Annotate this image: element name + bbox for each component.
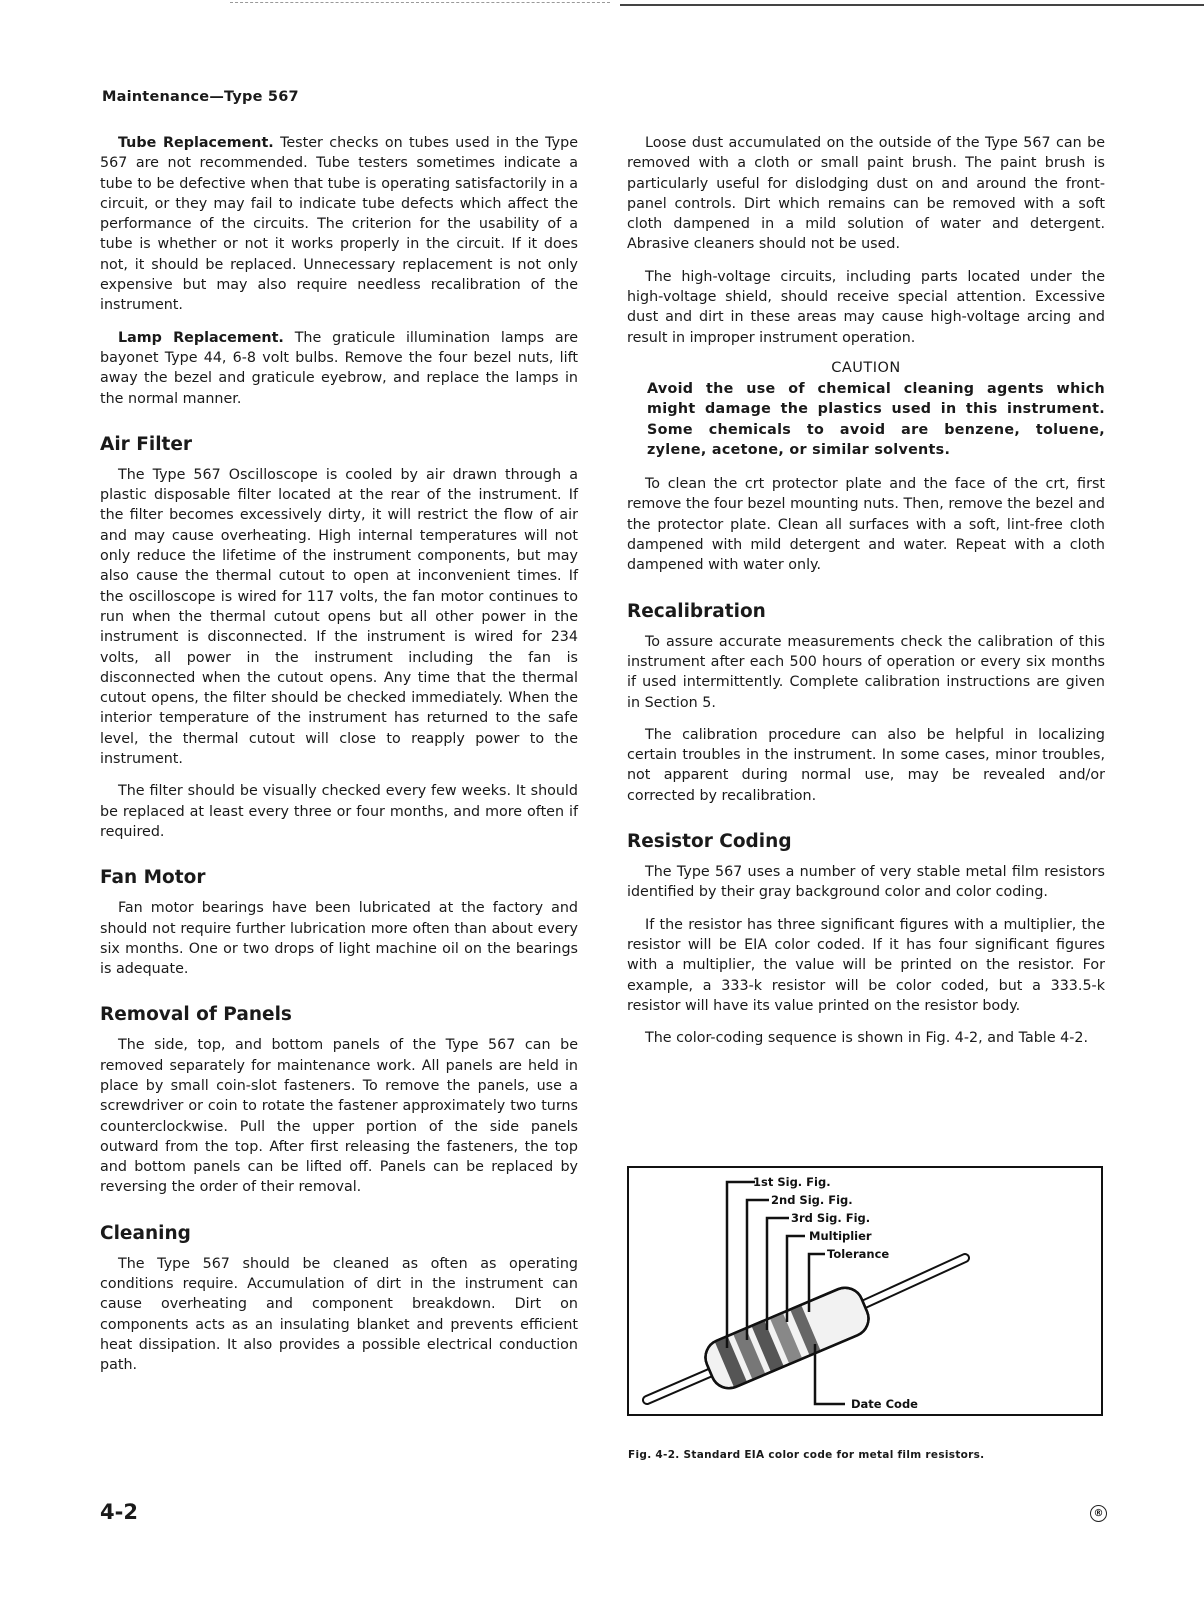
label-date-code: Date Code [851,1397,918,1411]
caution-text: Avoid the use of chemical cleaning agents which might damage the plastics used in this instrument. Some chemicals to avoid are benzene, toluene, zylene, acetone, or similar solvents. [647,380,1105,458]
cleaning-heading: Cleaning [100,1222,191,1244]
right-column [627,133,1105,1060]
fan-motor-paragraph: Fan motor bearings have been lubricated at the factory and should not require further lubrication more often than about every six months. One or two drops of light machine oil on the bearings is adequate. [100,900,578,978]
scan-artifact-line [230,2,610,3]
resistor-coding-paragraph-3: The color-coding sequence is shown in Fig. 4-2, and Table 4-2. [645,1030,1089,1047]
caution-title: CAUTION [831,359,901,376]
scan-artifact-rule [620,4,1204,6]
lamp-replacement-heading: Lamp Replacement. [118,329,284,346]
removal-of-panels-paragraph: The side, top, and bottom panels of the Type 567 can be removed separately for maintenance work. All panels are held in place by small coin-slot fasteners. To remove the panels, use a screwdriver or coin to rotate the fastener approximately two turns counterclockwise. Pull the upper portion of the side panels outward from the top. After first releasing the fasteners, the top and bottom panels can be lifted off. Panels can be replaced by reversing the order of their removal. [100,1037,578,1196]
recalibration-paragraph-1: To assure accurate measurements check the calibration of this instrument after each 500 hours of operation or every six months if used intermittently. Complete calibration instructions are given in Section 5. [627,633,1105,711]
label-tolerance: Tolerance [827,1247,890,1261]
registered-mark: ® [1090,1505,1107,1522]
air-filter-paragraph-1: The Type 567 Oscilloscope is cooled by air drawn through a plastic disposable filter located at the rear of the instrument. If the filter becomes excessively dirty, it will restrict the flow of air and may cause overheating. High internal temperatures will not only reduce the lifetime of the instrument components, but may also cause the thermal cutout to open at inconvenient times. If the oscilloscope is wired for 117 volts, the fan motor continues to run when the thermal cutout opens but all other power in the instrument is disconnected. If the instrument is wired for 234 volts, all power in the instrument including the fan is disconnected when the cutout opens. Any time that the thermal cutout opens, the filter should be checked immediately. When the interior temperature of the instrument has returned to the safe level, the thermal cutout will close to reapply power to the instrument. [100,466,578,768]
label-sig2: 2nd Sig. Fig. [771,1193,853,1207]
label-sig3: 3rd Sig. Fig. [791,1211,871,1225]
figure-caption: Fig. 4-2. Standard EIA color code for metal film resistors. [628,1449,985,1461]
removal-of-panels-heading: Removal of Panels [100,1004,292,1026]
resistor-coding-heading: Resistor Coding [627,831,792,853]
lamp-replacement-paragraph [100,328,578,409]
resistor-coding-paragraph-2: If the resistor has three significant figures with a multiplier, the resistor will be EIA color coded. If it has four significant figures with a multiplier, the value will be printed on the resistor. For example, a 333-k resistor will be color coded, but a 333.5-k resistor will have its value printed on the resistor body. [627,916,1105,1014]
tube-replacement-heading: Tube Replacement. [118,135,274,151]
recalibration-paragraph-2: The calibration procedure can also be helpful in localizing certain troubles in the instrument. In some cases, minor troubles, not apparent during normal use, may be revealed and/or corrected by recalibration. [627,726,1105,804]
label-sig1: 1st Sig. Fig. [753,1175,831,1189]
label-multiplier: Multiplier [809,1229,872,1243]
running-head: Maintenance—Type 567 [102,89,299,105]
resistor-figure [627,1166,1103,1416]
leader-line-date-code [815,1344,845,1404]
lamp-replacement-text: The graticule illumination lamps are bayonet Type 44, 6-8 volt bulbs. Remove the four bezel nuts, lift away the bezel and graticule eyebrow, and replace the lamps in the normal manner. [100,329,579,407]
tube-replacement-paragraph [100,133,578,316]
cleaning-cont-paragraph-1: Loose dust accumulated on the outside of the Type 567 can be removed with a cloth or small paint brush. The paint brush is particularly useful for dislodging dust on and around the front-panel controls. Dirt which remains can be removed with a soft cloth dampened in a mild solution of water and detergent. Abrasive cleaners should not be used. [627,135,1105,253]
tube-replacement-text: Tester checks on tubes used in the Type 567 are not recommended. Tube testers sometimes indicate a tube to be defective when that tube is operating satisfactorily in a circuit, or they may fail to indicate tube defects which affect the performance of the circuits. The criterion for the usability of a tube is whether or not it works properly in the circuit. If it does not, it should be replaced. Unnecessary replacement is not only expensive but may also require needless recalibration of the instrument. [100,135,578,314]
resistor-illustration [629,1168,1100,1413]
left-column [100,133,578,1388]
resistor-coding-paragraph-1: The Type 567 uses a number of very stable metal film resistors identified by their gray background color and color coding. [627,864,1105,901]
recalibration-heading: Recalibration [627,600,766,622]
air-filter-paragraph-2: The filter should be visually checked every few weeks. It should be replaced at least every three or four months, and more often if required. [100,783,578,840]
air-filter-heading: Air Filter [100,433,193,455]
leader-line-sig1 [727,1182,755,1348]
cleaning-paragraph: The Type 567 should be cleaned as often as operating conditions require. Accumulation of dirt in the instrument can cause overheating and component breakdown. Dirt on components acts as an insulating blanket and prevents efficient heat dissipation. It also provides a possible electrical conduction path. [100,1255,578,1374]
fan-motor-heading: Fan Motor [100,867,206,889]
cleaning-cont-paragraph-3: To clean the crt protector plate and the face of the crt, first remove the four bezel mounting nuts. Then, remove the bezel and the protector plate. Clean all surfaces with a soft, lint-free cloth dampened with mild detergent and water. Repeat with a cloth dampened with water only. [627,476,1105,574]
cleaning-cont-paragraph-2: The high-voltage circuits, including parts located under the high-voltage shield, should receive special attention. Excessive dust and dirt in these areas may cause high-voltage arcing and result in improper instrument operation. [627,268,1105,346]
page-number: 4-2 [100,1500,138,1524]
